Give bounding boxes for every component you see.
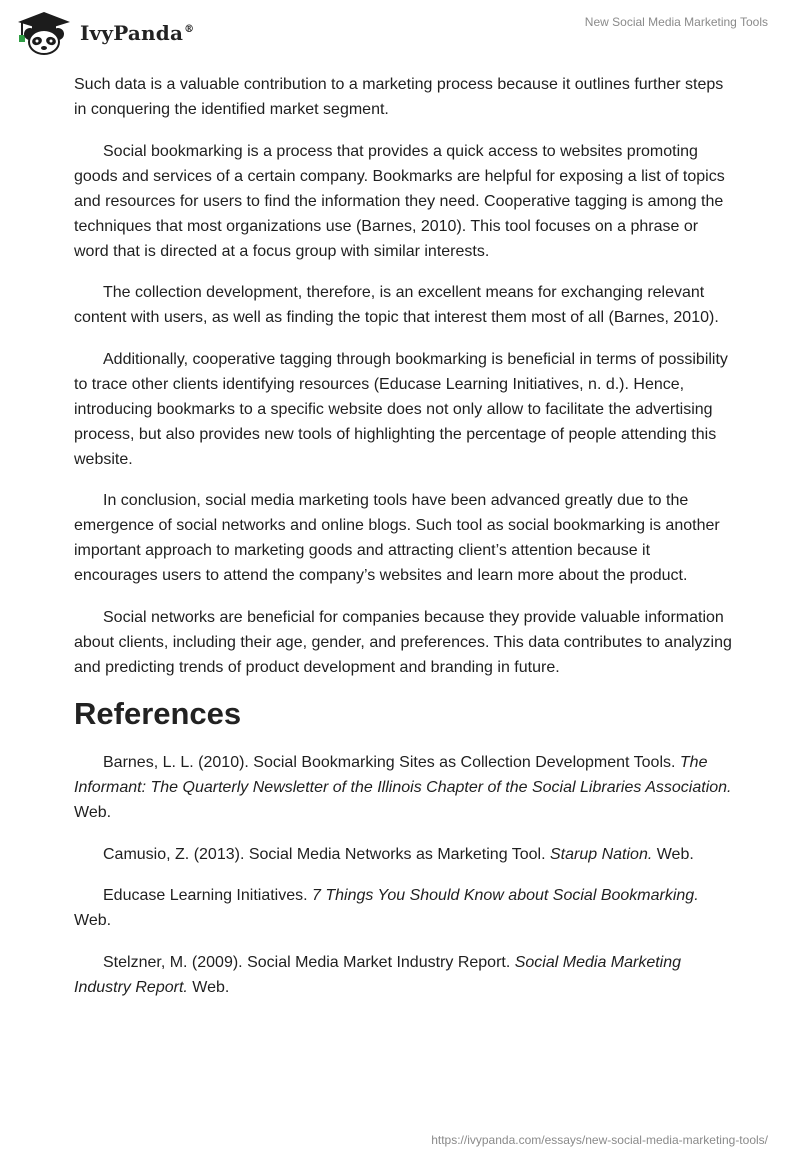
reference-source: Social Media Marketing Industry Report. [74, 953, 682, 996]
document-title: New Social Media Marketing Tools [584, 15, 768, 29]
footer-url[interactable]: https://ivypanda.com/essays/new-social-media-marketing-tools/ [431, 1133, 768, 1147]
essay-content [74, 72, 734, 1016]
ivypanda-logo[interactable] [14, 8, 194, 56]
references-heading: References [74, 696, 242, 731]
body-paragraph: Additionally, cooperative tagging through bookmarking is beneficial in terms of possibility to trace other clients identifying resources (Educase Learning Initiatives, n. d.). Hence, introducing bookmarks to a specific website does not only allow to facilitate the advertising process, but also provides new tools of highlighting the percentage of people attending this website. [74, 350, 728, 468]
brand-name: IvyPanda® [80, 21, 195, 45]
panda-graduation-cap-icon [14, 8, 74, 56]
body-paragraph: The collection development, therefore, is an excellent means for exchanging relevant content with users, as well as finding the topic that interest them most of all (Barnes, 2010). [74, 284, 719, 326]
reference-item [74, 950, 734, 1000]
reference-source: The Informant: The Quarterly Newsletter of the Illinois Chapter of the Social Libraries Association. [74, 754, 732, 796]
reference-source: Starup Nation. [550, 845, 653, 863]
reference-text: Camusio, Z. (2013). Social Media Networks as Marketing Tool. [103, 845, 550, 863]
reference-suffix: Web. [74, 912, 112, 929]
reference-text: Barnes, L. L. (2010). Social Bookmarking Sites as Collection Development Tools. [103, 754, 680, 771]
reference-item [74, 750, 734, 825]
reference-suffix: Web. [74, 804, 112, 821]
body-paragraph: Such data is a valuable contribution to a marketing process because it outlines further steps in conquering the identified market segment. [74, 76, 724, 118]
reference-suffix: Web. [652, 845, 694, 863]
body-paragraph: Social networks are beneficial for companies because they provide valuable information about clients, including their age, gender, and preferences. This data contributes to analyzing and predicting trends of product development and branding in future. [74, 608, 732, 676]
reference-item [74, 883, 734, 933]
body-paragraph: Social bookmarking is a process that provides a quick access to websites promoting goods and services of a certain company. Bookmarks are helpful for exposing a list of topics and resources for users to find the information they need. Cooperative tagging is among the techniques that most organizations use (Barnes, 2010). This tool focuses on a phrase or word that is directed at a focus group with similar interests. [74, 142, 725, 260]
reference-source: 7 Things You Should Know about Social Bookmarking. [312, 887, 699, 904]
reference-text: Stelzner, M. (2009). Social Media Market Industry Report. [103, 953, 515, 971]
reference-text: Educase Learning Initiatives. [103, 887, 313, 904]
page-header [0, 0, 800, 70]
body-paragraph: In conclusion, social media marketing tools have been advanced greatly due to the emergence of social networks and online blogs. Such tool as social bookmarking is another important approach to marketing goods and attracting client’s attention because it encourages users to attend the company’s websites and learn more about the product. [74, 492, 720, 584]
reference-item [74, 842, 734, 867]
reference-suffix: Web. [187, 978, 230, 996]
